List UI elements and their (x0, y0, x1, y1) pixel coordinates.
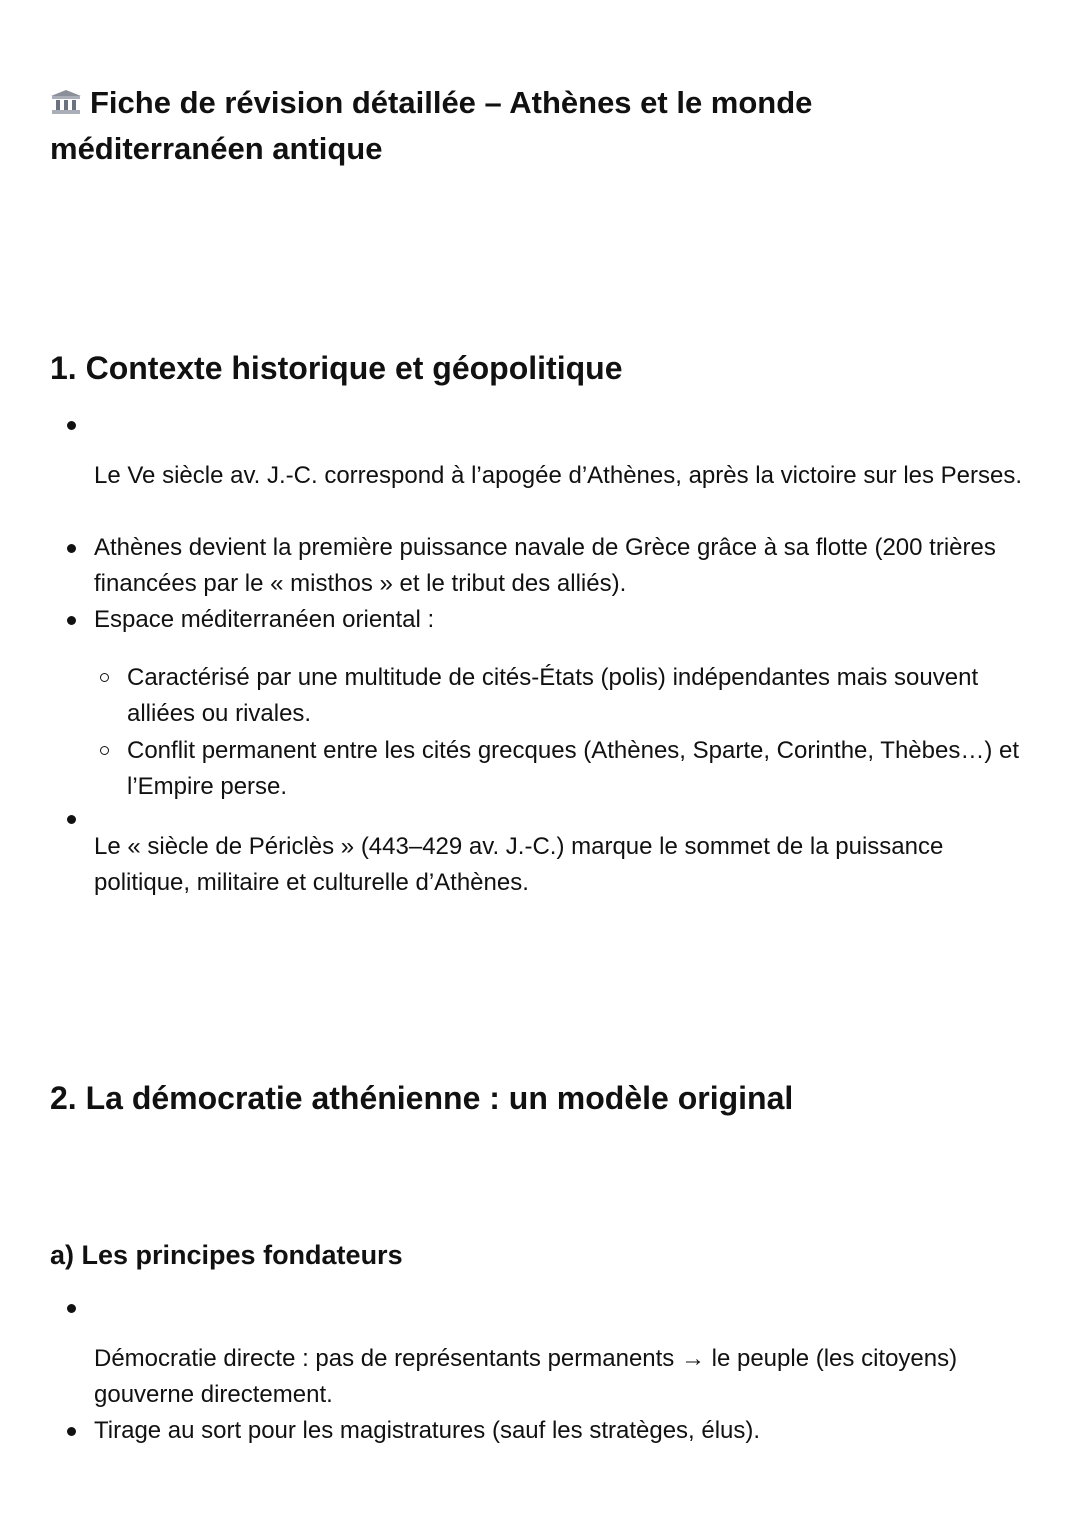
sub-list-item: Caractérisé par une multitude de cités-États (polis) indépendantes mais souvent alliées ou rivales. (127, 664, 979, 727)
bullet-icon (67, 544, 76, 553)
sub-list-item: Conflit permanent entre les cités grecques (Athènes, Sparte, Corinthe, Thèbes…) et l’Empire perse. (127, 737, 1020, 800)
list-item: Athènes devient la première puissance navale de Grèce grâce à sa flotte (200 trières financées par le « misthos » et le tribut des alliés). (94, 534, 996, 597)
list-item: Le « siècle de Périclès » (443–429 av. J.-C.) marque le sommet de la puissance politique, militaire et culturelle d’Athènes. (94, 833, 944, 896)
list-item: Le Ve siècle av. J.-C. correspond à l’apogée d’Athènes, après la victoire sur les Perses. (94, 462, 1023, 489)
section-2-heading: 2. La démocratie athénienne : un modèle original (50, 1080, 794, 1116)
page-title (50, 80, 1010, 172)
section-1-heading: 1. Contexte historique et géopolitique (50, 350, 623, 386)
bullet-icon (67, 1427, 76, 1436)
bullet-icon (67, 421, 76, 430)
bullet-icon (67, 616, 76, 625)
section-2a-heading: a) Les principes fondateurs (50, 1240, 403, 1270)
list-item: Tirage au sort pour les magistratures (sauf les stratèges, élus). (94, 1417, 761, 1444)
sub-bullet-icon (100, 673, 109, 682)
list-item: Démocratie directe : pas de représentants permanents → le peuple (les citoyens) gouverne directement. (94, 1345, 958, 1408)
bullet-icon (67, 815, 76, 824)
classical-building-icon (50, 89, 82, 115)
bullet-icon (67, 1304, 76, 1313)
sub-bullet-icon (100, 746, 109, 755)
title-text: Fiche de révision détaillée – Athènes et le monde méditerranéen antique (50, 85, 813, 166)
list-item: Espace méditerranéen oriental : (94, 606, 435, 633)
